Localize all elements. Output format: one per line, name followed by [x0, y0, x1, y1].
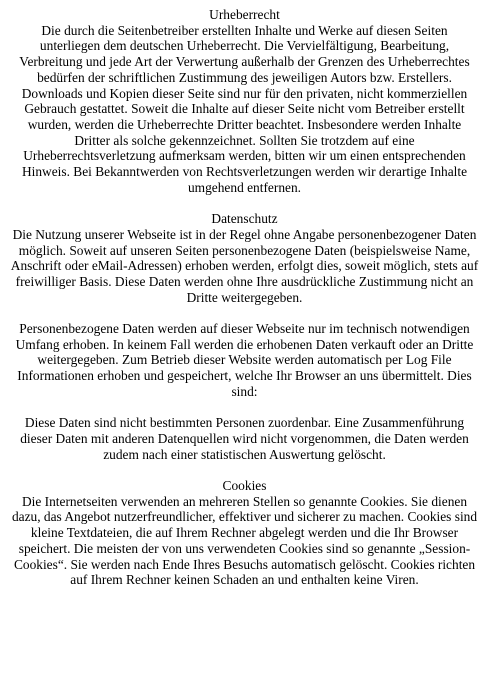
paragraph-spacer	[10, 400, 479, 416]
privacy-logfile-text: Personenbezogene Daten werden auf dieser Webseite nur im technisch notwendigen Umfang erhoben. In keinem Fall werden die erhobenen Daten verkauft oder an Dritte weitergegeben. Zum Betrieb dieser Website werden automatisch per Log File Informationen erhoben und gespeichert, welche Ihr Browser an uns übermittelt. Dies sind:	[15, 321, 474, 399]
privacy-section	[10, 211, 479, 462]
privacy-anonymity-text: Diese Daten sind nicht bestimmten Personen zuordenbar. Eine Zusammenführung dieser Daten mit anderen Datenquellen wird nicht vorgenommen, die Daten werden zudem nach einer statistischen Auswertung gelöscht.	[20, 415, 469, 462]
cookies-heading: Cookies	[222, 478, 267, 494]
privacy-heading: Datenschutz	[211, 211, 278, 227]
copyright-section	[10, 7, 479, 195]
copyright-heading: Urheberrecht	[209, 7, 280, 22]
cookies-section	[10, 478, 479, 588]
section-spacer	[10, 195, 479, 211]
cookies-text: Die Internetseiten verwenden an mehreren Stellen so genannte Cookies. Sie dienen dazu, das Angebot nutzerfreundlicher, effektiver und sicherer zu machen. Cookies sind kleine Textdateien, die auf Ihrem Rechner abgelegt werden und die Ihr Browser speichert. Die meisten der von uns verwendeten Cookies sind so genannte „Session-Cookies“. Sie werden nach Ende Ihres Besuchs automatisch gelöscht. Cookies richten auf Ihrem Rechner keinen Schaden an und enthalten keine Viren.	[11, 493, 478, 588]
paragraph-spacer	[10, 305, 479, 321]
privacy-text: Die Nutzung unserer Webseite ist in der Regel ohne Angabe personenbezogener Daten möglich. Soweit auf unseren Seiten personenbezogene Daten (beispielsweise Name, Anschrift oder eMail-Adressen) erhoben werden, erfolgt dies, soweit möglich, stets auf freiwilliger Basis. Diese Daten werden ohne Ihre ausdrückliche Zustimmung nicht an Dritte weitergegeben.	[10, 226, 479, 305]
copyright-text: Die durch die Seitenbetreiber erstellten Inhalte und Werke auf diesen Seiten unterliegen dem deutschen Urheberrecht. Die Vervielfältigung, Bearbeitung, Verbreitung und jede Art der Verwertung außerhalb der Grenzen des Urheberrechtes bedürfen der schriftlichen Zustimmung des jeweiligen Autors bzw. Erstellers. Downloads und Kopien dieser Seite sind nur für den privaten, nicht kommerziellen Gebrauch gestattet. Soweit die Inhalte auf dieser Seite nicht vom Betreiber erstellt wurden, werden die Urheberrechte Dritter beachtet. Insbesondere werden Inhalte Dritter als solche gekennzeichnet. Sollten Sie trotzdem auf eine Urheberrechtsverletzung aufmerksam werden, bitten wir um einen entsprechenden Hinweis. Bei Bekanntwerden von Rechtsverletzungen werden wir derartige Inhalte umgehend entfernen.	[19, 22, 470, 195]
section-spacer	[10, 462, 479, 478]
